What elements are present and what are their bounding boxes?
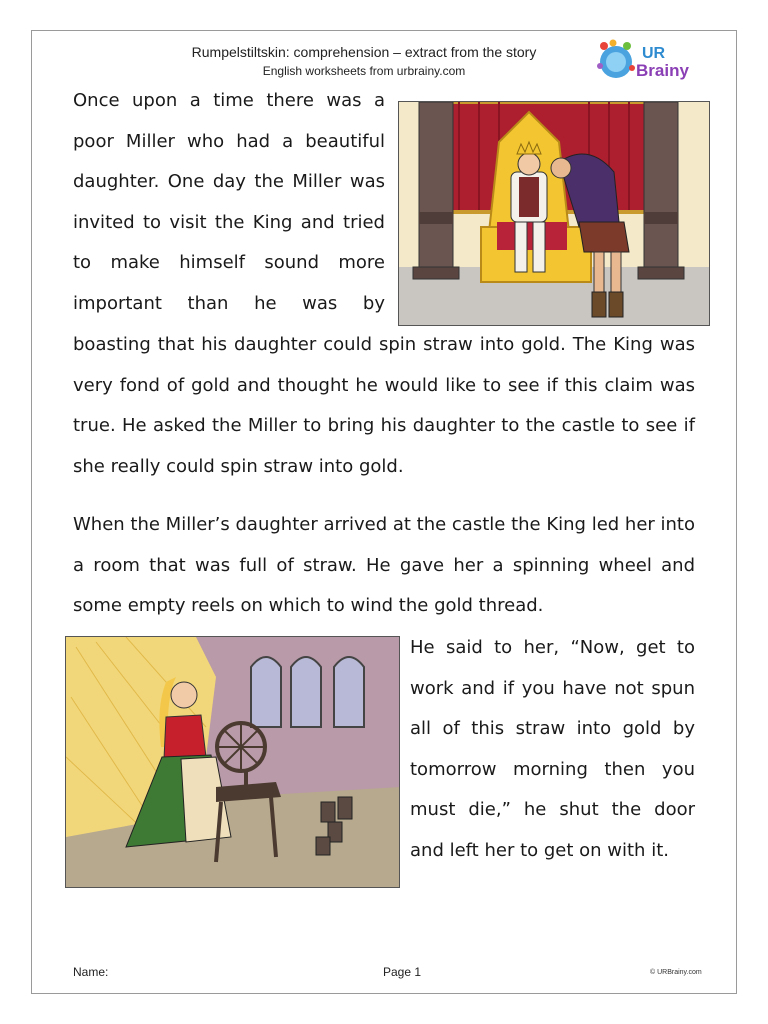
story-paragraph-2: When the Miller’s daughter arrived at the castle the King led her into a room that was full of straw. He gave her a spinning wheel and some empty reels on which to wind the gold thread. (73, 514, 696, 617)
copyright-text: © URBrainy.com (650, 969, 702, 976)
page-number: Page 1 (383, 965, 422, 979)
story-paragraph-1-top: Once upon a time there was a poor Miller who had a beautiful daughter. One day the Miller was invited to visit the King and tried to make himself sound more important than he was by (73, 90, 385, 314)
king-and-miller-illustration (398, 101, 710, 326)
story-paragraph-1-bottom: boasting that his daughter could spin straw into gold. The King was very fond of gold and thought he would like to see if this claim was true. He asked the Miller to bring his daughter to the castle to see if she really could spin straw into gold. (73, 334, 695, 477)
story-paragraph-3: He said to her, “Now, get to work and if you have not spun all of this straw into gold by tomorrow morning then you must die,” he shut the door and left her to get on with it. (410, 637, 695, 861)
worksheet-title: Rumpelstiltskin: comprehension – extract from the story (191, 44, 537, 60)
logo-text-brainy: Brainy (636, 61, 689, 80)
urbrainy-logo (596, 38, 708, 82)
name-label: Name: (73, 965, 109, 979)
spinning-room-illustration (65, 636, 400, 888)
worksheet-subtitle: English worksheets from urbrainy.com (262, 64, 466, 78)
logo-text-ur: UR (642, 45, 666, 62)
